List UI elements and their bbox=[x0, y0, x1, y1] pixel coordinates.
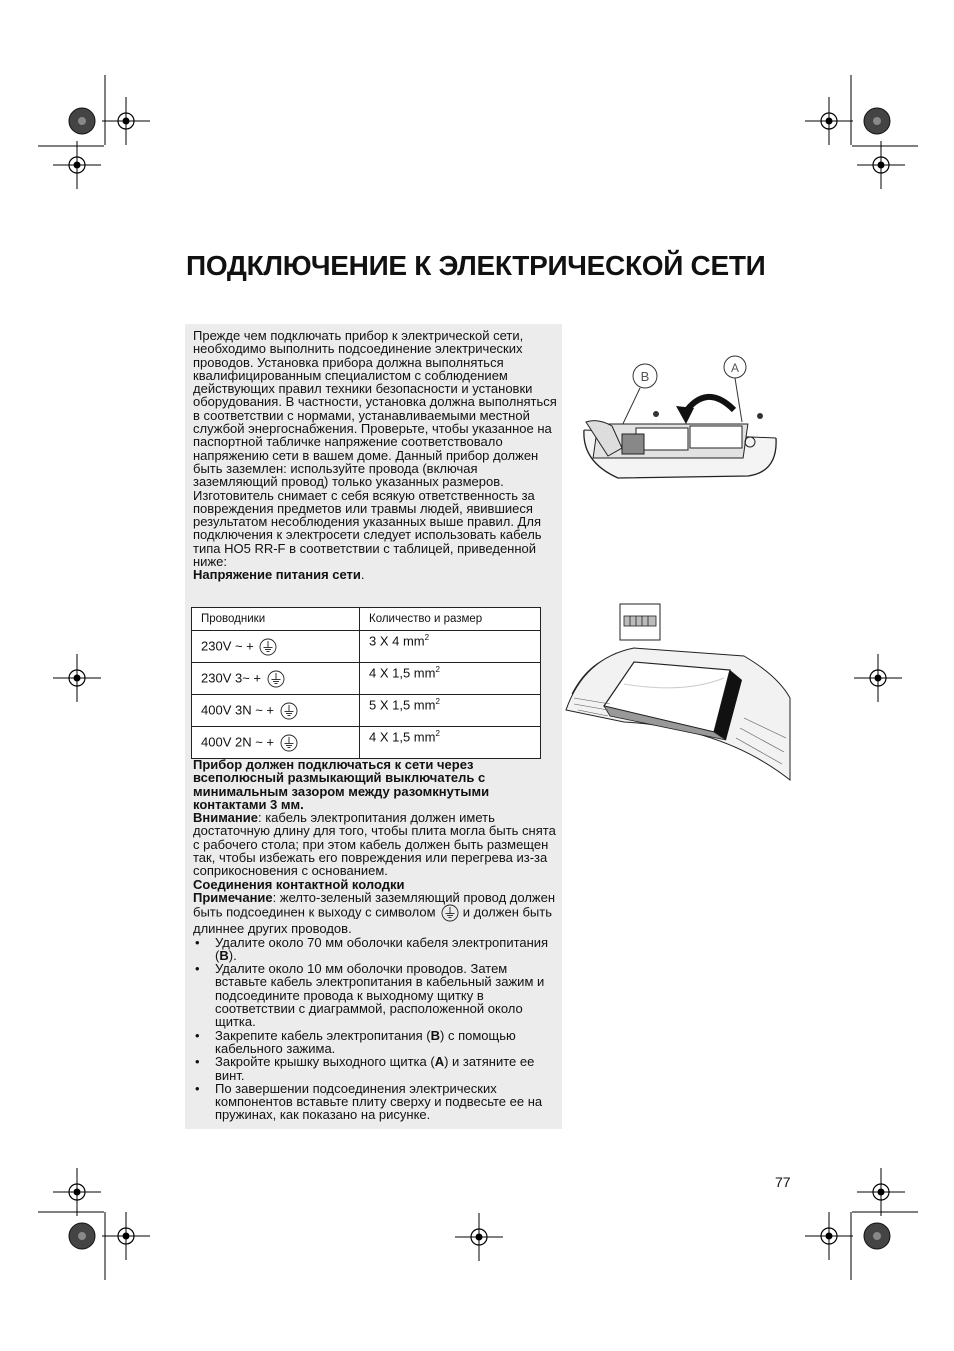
switch-note-text: Прибор должен подключаться к сети через всеполюсный размыкающий выключатель с минимальным зазором между разомкнутыми контактами 3 мм. bbox=[193, 757, 490, 812]
list-item-ref: B bbox=[219, 947, 229, 963]
voltage-heading: Напряжение питания сети bbox=[193, 567, 361, 583]
switch-note bbox=[193, 758, 559, 811]
ground-icon bbox=[267, 670, 285, 688]
size-exponent: 2 bbox=[435, 729, 440, 738]
ground-icon bbox=[441, 904, 459, 922]
instructions-block bbox=[193, 758, 559, 1122]
table-row bbox=[192, 695, 541, 727]
warning-paragraph bbox=[193, 811, 559, 877]
size-cell bbox=[360, 727, 541, 759]
ground-icon bbox=[280, 702, 298, 720]
note-text-1: : желто-зеленый заземляющий провод должен быть подсоединен к выходу с символом bbox=[193, 889, 556, 920]
list-item-text: ) и затяните ее винт. bbox=[215, 1054, 535, 1083]
conductor-cell bbox=[192, 631, 360, 663]
table-row bbox=[192, 631, 541, 663]
warning-text: : кабель электропитания должен иметь достаточную длину для того, чтобы плита могла быть снята с рабочего стола; при этом кабель должен быть размещен так, чтобы избежать его повреждения или перегрева из-за соприкосновения с основанием. bbox=[193, 810, 556, 879]
instruction-list bbox=[193, 936, 559, 1122]
bullet: • bbox=[195, 961, 200, 977]
voltage-heading-suffix: . bbox=[360, 567, 365, 583]
note-text-2: и должен быть длиннее других проводов. bbox=[193, 904, 553, 937]
list-item bbox=[193, 936, 559, 963]
table-header-row bbox=[192, 608, 541, 631]
list-item bbox=[193, 1055, 559, 1082]
terminal-heading: Соединения контактной колодки bbox=[193, 876, 405, 892]
intro-block bbox=[193, 329, 559, 582]
table-row bbox=[192, 727, 541, 759]
note-label: Примечание bbox=[193, 889, 273, 905]
size-cell bbox=[360, 663, 541, 695]
installation-illustration bbox=[564, 598, 794, 788]
list-item bbox=[193, 962, 559, 1028]
page-title: ПОДКЛЮЧЕНИЕ К ЭЛЕКТРИЧЕСКОЙ СЕТИ bbox=[186, 250, 766, 281]
list-item bbox=[193, 1082, 559, 1122]
list-item-text: Удалите около 10 мм оболочки проводов. Затем вставьте кабель электропитания в кабельный зажим и подсоедините провода к выходному щитку в соответствии с диаграммой, расположенной около щитка. bbox=[215, 961, 545, 1030]
list-item bbox=[193, 1029, 559, 1056]
page-number: 77 bbox=[775, 1174, 791, 1190]
conductor-label: 230V ~ + bbox=[201, 637, 254, 653]
warning-label: Внимание bbox=[193, 810, 258, 826]
list-item-ref: A bbox=[434, 1054, 445, 1070]
conductor-table bbox=[191, 607, 541, 759]
table-row bbox=[192, 663, 541, 695]
list-item-text: Удалите около 70 мм оболочки кабеля электропитания ( bbox=[215, 934, 549, 963]
terminal-block-illustration bbox=[578, 352, 798, 492]
note-paragraph bbox=[193, 891, 559, 936]
list-item-text: ). bbox=[228, 947, 237, 963]
table-header-conductors: Проводники bbox=[192, 608, 360, 631]
figure-label-a: A bbox=[730, 361, 740, 375]
list-item-text: Закройте крышку выходного щитка ( bbox=[215, 1054, 435, 1070]
list-item-ref: B bbox=[430, 1027, 441, 1043]
bullet: • bbox=[195, 1080, 200, 1096]
bullet: • bbox=[195, 1054, 200, 1070]
size-cell bbox=[360, 631, 541, 663]
size-value: 4 X 1,5 mm bbox=[369, 729, 436, 745]
size-exponent: 2 bbox=[435, 665, 440, 674]
size-exponent: 2 bbox=[424, 633, 430, 642]
ground-icon bbox=[259, 638, 277, 656]
bullet: • bbox=[195, 1027, 200, 1043]
size-exponent: 2 bbox=[435, 697, 440, 706]
conductor-cell bbox=[192, 727, 360, 759]
size-value: 4 X 1,5 mm bbox=[369, 665, 436, 681]
conductor-label: 230V 3~ + bbox=[201, 669, 261, 685]
terminal-heading-line bbox=[193, 878, 559, 891]
voltage-heading-line bbox=[193, 568, 559, 581]
list-item-text: Закрепите кабель электропитания ( bbox=[215, 1027, 431, 1043]
list-item-text: По завершении подсоединения электрических компонентов вставьте плиту сверху и подвесьте ее на пружинах, как показано на рисунке. bbox=[215, 1080, 543, 1123]
ground-icon bbox=[280, 734, 298, 752]
intro-paragraph: Прежде чем подключать прибор к электрической сети, необходимо выполнить подсоединение электрических проводов. Установка прибора должна выполняться квалифицированным специалистом с соблюдением действующих правил техники безопасности и установки оборудования. В частности, установка должна выполняться в соответствии с нормами, устанавливаемыми местной службой энергоснабжения. Проверьте, чтобы указанное на паспортной табличке напряжение соответствовало напряжению сети в вашем доме. Данный прибор должен быть заземлен: используйте провода (включая заземляющий провод) только указанных размеров. Изготовитель снимает с себя всякую ответственность за повреждения предметов или травмы людей, явившиеся результатом несоблюдения указанных выше правил. Для подключения к электросети следует использовать кабель типа HO5 RR-F в соответствии с таблицей, приведенной ниже: bbox=[193, 328, 557, 570]
conductor-cell bbox=[192, 663, 360, 695]
table-header-size: Количество и размер bbox=[360, 608, 541, 631]
conductor-cell bbox=[192, 695, 360, 727]
conductor-label: 400V 3N ~ + bbox=[201, 701, 274, 717]
size-value: 5 X 1,5 mm bbox=[369, 697, 436, 713]
bullet: • bbox=[195, 934, 200, 950]
size-value: 3 X 4 mm bbox=[369, 633, 425, 649]
size-cell bbox=[360, 695, 541, 727]
list-item-text: ) с помощью кабельного зажима. bbox=[215, 1027, 516, 1056]
figure-label-b: B bbox=[640, 369, 650, 384]
conductor-label: 400V 2N ~ + bbox=[201, 733, 274, 749]
